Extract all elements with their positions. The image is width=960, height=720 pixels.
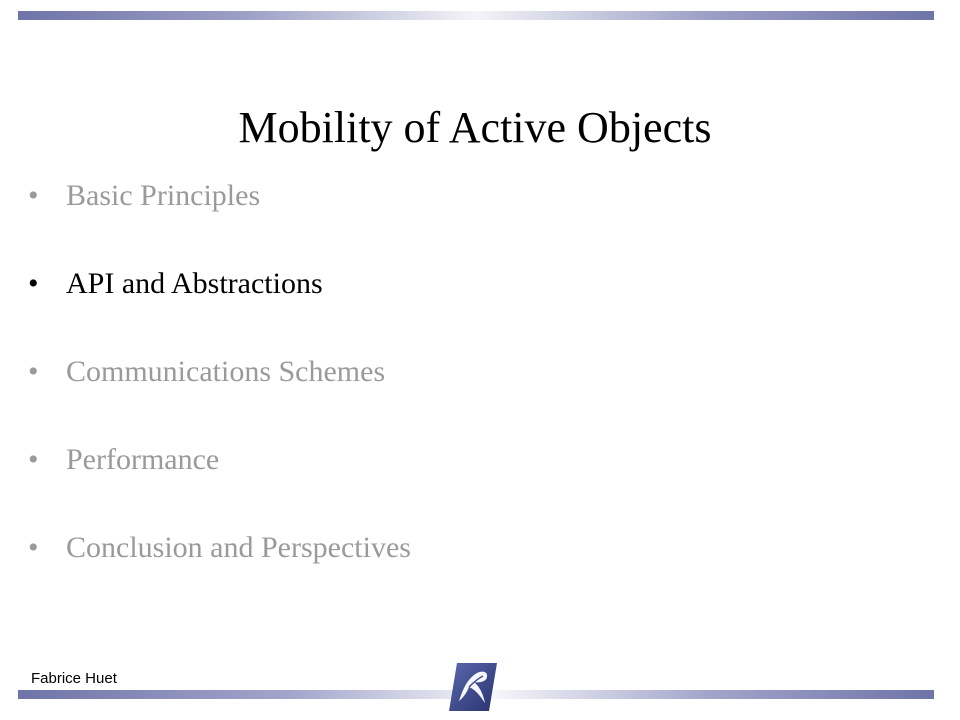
inria-logo-icon <box>447 661 499 713</box>
bullet-item-basic-principles <box>28 176 411 216</box>
bullet-dot: • <box>28 355 39 388</box>
footer-author: Fabrice Huet <box>31 670 117 687</box>
bullet-list <box>28 176 411 616</box>
bullet-item-communications-schemes <box>28 352 411 392</box>
bullet-label: Conclusion and Perspectives <box>66 531 411 564</box>
bullet-label: Communications Schemes <box>66 355 386 388</box>
bullet-item-performance <box>28 440 411 480</box>
bullet-label: Performance <box>66 443 220 476</box>
bullet-label: API and Abstractions <box>66 267 323 300</box>
bullet-item-conclusion-and-perspectives <box>28 528 411 568</box>
bullet-item-api-and-abstractions <box>28 264 411 304</box>
slide-title: Mobility of Active Objects <box>238 103 712 152</box>
bullet-dot: • <box>28 443 39 476</box>
bullet-dot: • <box>28 531 39 564</box>
bullet-dot: • <box>28 179 39 212</box>
bullet-label: Basic Principles <box>66 179 261 212</box>
bullet-dot: • <box>28 267 39 300</box>
top-decorative-bar <box>18 11 934 20</box>
